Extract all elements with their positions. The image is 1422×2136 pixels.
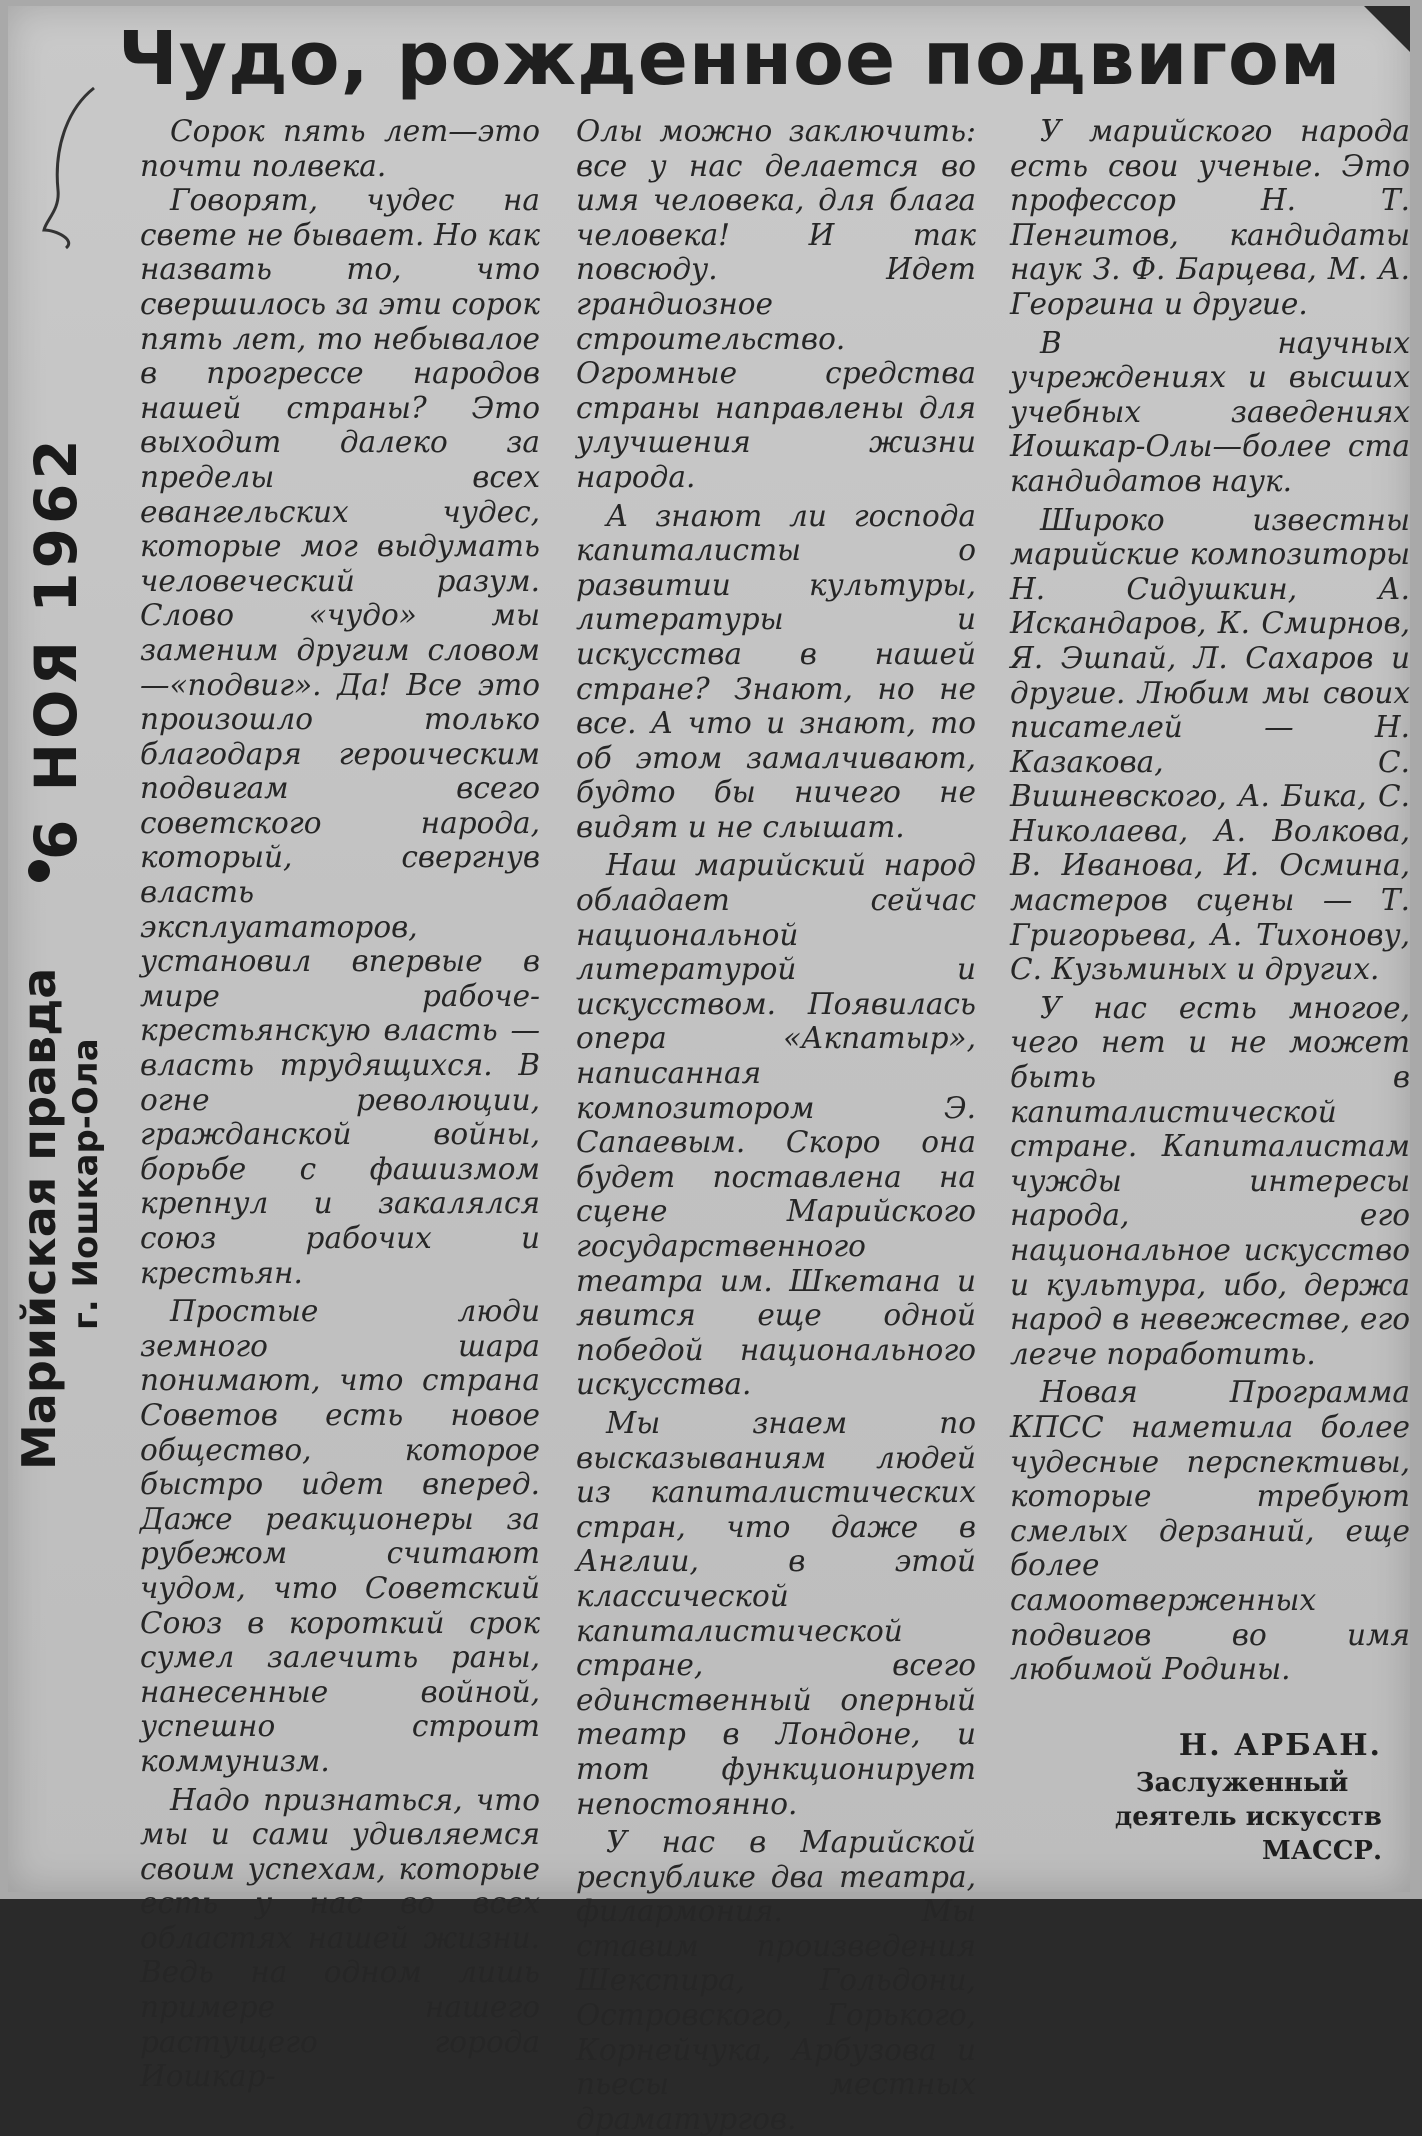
author-name: Н. АРБАН. <box>1178 1728 1382 1763</box>
paragraph: Говорят, чудес на свете не бывает. Но как назвать то, что свершилось за эти сорок пять лет, то небывалое в прогрессе народов нашей страны? Это выходит далеко за пределы всех евангельских чудес, которые мог выдумать человеческий разум. Слово «чудо» мы заменим другим словом—«подвиг». Да! Все это произошло только благодаря героическим подвигам всего советского народа, который, свергнув власть эксплуататоров, установил впервые в мире рабоче-крестьянскую власть — власть трудящихся. В огне революции, гражданской войны, борьбе с фашизмом крепнул и закалялся союз рабочих и крестьян. <box>140 183 540 1290</box>
paragraph: В научных учреждениях и высших учебных заведениях Иошкар-Олы—более ста кандидатов наук. <box>1010 325 1410 498</box>
newspaper-name: Марийская правда <box>12 967 66 1470</box>
author-title-line1: Заслуженный <box>1135 1768 1349 1798</box>
author-title-line2: деятель искусств <box>1114 1802 1382 1832</box>
paragraph: У нас есть многое, чего нет и не может быть в капиталистической стране. Капиталистам чужды интересы народа, его национальное искусство и культура, ибо, держа народ в невежестве, его легче поработить. <box>1010 990 1410 1371</box>
paragraph: Мы знаем по высказываниям людей из капиталистических стран, что даже в Англии, в этой классической капиталистической стране, всего единственный оперный театр в Лондоне, и тот функционирует непостоянно. <box>576 1405 976 1821</box>
source-stamp <box>4 435 106 1490</box>
newspaper-city: г. Иошкар-Ола <box>66 1038 106 1330</box>
paragraph: Широко известны марийские композиторы Н. Сидушкин, А. Искандаров, К. Смирнов, Я. Эшпай, Л. Сахаров и другие. Любим мы своих писателей — Н. Казакова, С. Вишневского, А. Бика, С. Николаева, А. Волкова, В. Иванова, И. Осмина, мастеров сцены — Т. Григорьева, А. Тихонову, С. Кузьминых и других. <box>1010 502 1410 987</box>
pen-mark-icon <box>36 80 106 250</box>
bullet-mark <box>28 860 50 882</box>
author-signature <box>1022 1726 1382 1868</box>
article-column-2 <box>576 114 976 2136</box>
paragraph: У марийского народа есть свои ученые. Это профессор Н. Т. Пенгитов, кандидаты наук З. Ф. Барцева, М. А. Георгина и другие. <box>1010 114 1410 321</box>
paragraph: А знают ли господа капиталисты о развитии культуры, литературы и искусства в нашей стране? Знают, но не все. А что и знают, то об этом замалчивают, будто бы ничего не видят и не слышат. <box>576 498 976 844</box>
paragraph: У нас в Марийской республике два театра, филармония. Мы ставим произведения Шекспира, Гольдони, Островского, Горького, Корнейчука, Арбузова и пьесы местных драматургов. <box>576 1825 976 2136</box>
article-column-1 <box>140 114 540 2094</box>
paragraph: Сорок пять лет—это почти полвека. <box>140 114 540 183</box>
issue-date: 6 НОЯ 1962 <box>22 435 90 860</box>
paragraph: Наш марийский народ обладает сейчас национальной литературой и искусством. Появилась опера «Акпатыр», написанная композитором Э. Сапаевым. Скоро она будет поставлена на сцене Марийского государственного театра им. Шкетана и явится еще одной победой национального искусства. <box>576 848 976 1402</box>
paragraph: Надо признаться, что мы и сами удивляемся своим успехам, которые есть у нас во всех областях нашей жизни. Ведь на одном лишь примере нашего растущего города Иошкар- <box>140 1782 540 2094</box>
paragraph: Простые люди земного шара понимают, что страна Советов есть новое общество, которое быстро идет вперед. Даже реакционеры за рубежом считают чудом, что Советский Союз в короткий срок сумел залечить раны, нанесенные войной, успешно строит коммунизм. <box>140 1294 540 1778</box>
article-column-3 <box>1010 114 1410 1687</box>
article-headline: Чудо, рожденное подвигом <box>118 16 1342 102</box>
paragraph: Олы можно заключить: все у нас делается во имя человека, для блага человека! И так повсюду. Идет грандиозное строительство. Огромные средства страны направлены для улучшения жизни народа. <box>576 114 976 494</box>
author-title-line3: МАССР. <box>1262 1836 1382 1866</box>
paragraph: Новая Программа КПСС наметила более чудесные перспективы, которые требуют смелых дерзаний, еще более самоотверженных подвигов во имя любимой Родины. <box>1010 1375 1410 1687</box>
